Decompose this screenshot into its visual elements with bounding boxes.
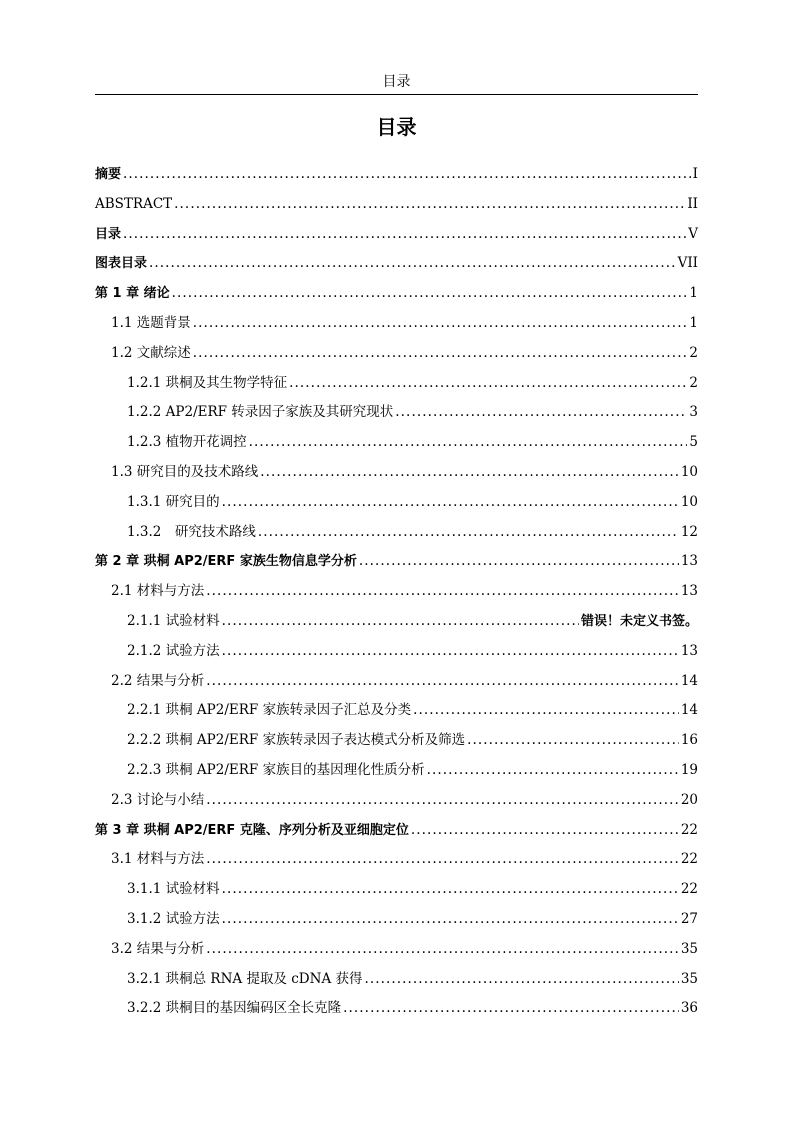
- toc-entry[interactable]: [95, 190, 698, 220]
- toc-dot-leader: [222, 488, 679, 518]
- toc-entry-page-number: I: [692, 166, 698, 182]
- toc-entry-page-number: 19: [680, 761, 698, 778]
- toc-dot-leader: [258, 518, 679, 548]
- toc-entry[interactable]: [95, 994, 698, 1024]
- page-title: 目录: [376, 115, 417, 139]
- toc-entry-label: 1.2.3 植物开花调控: [127, 434, 247, 451]
- toc-entry-label: 1.2.1 珙桐及其生物学特征: [127, 374, 288, 391]
- toc-entry-page-number: 22: [680, 851, 698, 868]
- toc-entry-label: 第 1 章 绪论: [95, 286, 170, 302]
- toc-entry[interactable]: [95, 667, 698, 697]
- toc-entry-error-text: 错误！未定义书签。: [580, 613, 698, 629]
- toc-dot-leader: [343, 994, 679, 1024]
- toc-entry-page-number: 13: [680, 583, 698, 600]
- toc-entry[interactable]: [95, 249, 698, 279]
- toc-entry-page-number: V: [688, 225, 698, 242]
- toc-entry-label: 1.3 研究目的及技术路线: [111, 463, 259, 480]
- toc-entry-page-number: 1: [689, 314, 698, 331]
- toc-entry-label: 目录: [95, 226, 122, 242]
- toc-entry[interactable]: [95, 607, 698, 637]
- toc-entry-page-number: 16: [680, 732, 698, 749]
- toc-dot-leader: [395, 398, 687, 428]
- toc-entry-page-number: 10: [680, 463, 698, 480]
- toc-entry-label: 2.2.1 珙桐 AP2/ERF 家族转录因子汇总及分类: [127, 702, 412, 719]
- toc-entry[interactable]: [95, 547, 698, 577]
- toc-entry[interactable]: [95, 279, 698, 309]
- toc-entry-label: 摘要: [95, 167, 122, 182]
- toc-entry-page-number: 20: [680, 791, 698, 808]
- toc-entry-page-number: 36: [680, 1000, 698, 1017]
- toc-entry-page-number: 27: [680, 910, 698, 927]
- toc-entry-label: 2.1.2 试验方法: [127, 642, 220, 659]
- toc-entry-label: 3.1.2 试验方法: [127, 910, 220, 927]
- toc-entry[interactable]: [95, 398, 698, 428]
- toc-entry-page-number: 35: [680, 940, 698, 957]
- toc-dot-leader: [174, 190, 685, 220]
- toc-dot-leader: [413, 696, 679, 726]
- toc-entry-page-number: 2: [689, 374, 698, 391]
- toc-entry-label: 2.2.2 珙桐 AP2/ERF 家族转录因子表达模式分析及筛选: [127, 732, 466, 749]
- toc-entry-page-number: 3: [689, 404, 698, 421]
- toc-entry-page-number: 14: [680, 672, 698, 689]
- table-of-contents: [95, 160, 698, 1024]
- toc-entry-label: 2.2.3 珙桐 AP2/ERF 家族目的基因理化性质分析: [127, 761, 425, 778]
- toc-entry-page-number: 35: [680, 970, 698, 987]
- toc-dot-leader: [123, 160, 691, 190]
- toc-entry-page-number: 10: [680, 493, 698, 510]
- toc-entry-label: 2.1.1 试验材料: [127, 612, 220, 629]
- toc-entry[interactable]: [95, 488, 698, 518]
- toc-entry[interactable]: [95, 905, 698, 935]
- toc-dot-leader: [411, 816, 679, 846]
- toc-entry[interactable]: [95, 935, 698, 965]
- toc-entry-page-number: 5: [689, 434, 698, 451]
- toc-entry-page-number: 1: [689, 285, 698, 302]
- toc-entry-page-number: 22: [680, 821, 698, 838]
- toc-entry[interactable]: [95, 786, 698, 816]
- toc-entry[interactable]: [95, 726, 698, 756]
- toc-entry-page-number: II: [687, 195, 698, 212]
- toc-dot-leader: [206, 845, 679, 875]
- toc-entry-label: 1.3.1 研究目的: [127, 493, 220, 510]
- toc-entry-label: ABSTRACT: [95, 195, 173, 212]
- toc-entry[interactable]: [95, 845, 698, 875]
- toc-entry-page-number: VII: [677, 255, 698, 272]
- toc-entry-label: 3.1.1 试验材料: [127, 881, 220, 898]
- toc-entry[interactable]: [95, 875, 698, 905]
- toc-entry-label: 2.3 讨论与小结: [111, 791, 205, 808]
- toc-dot-leader: [467, 726, 679, 756]
- toc-entry-label: 1.2.2 AP2/ERF 转录因子家族及其研究现状: [127, 404, 394, 421]
- toc-entry-label: 3.2.1 珙桐总 RNA 提取及 cDNA 获得: [127, 970, 363, 987]
- toc-entry-label: 第 3 章 珙桐 AP2/ERF 克隆、序列分析及亚细胞定位: [95, 822, 409, 838]
- toc-dot-leader: [359, 547, 679, 577]
- toc-entry[interactable]: [95, 220, 698, 250]
- toc-entry[interactable]: [95, 309, 698, 339]
- toc-dot-leader: [289, 369, 687, 399]
- toc-dot-leader: [193, 309, 688, 339]
- toc-entry-label: 1.2 文献综述: [111, 344, 191, 361]
- toc-dot-leader: [149, 249, 676, 279]
- toc-entry-label: 3.2 结果与分析: [111, 940, 205, 957]
- toc-entry[interactable]: [95, 965, 698, 995]
- toc-entry[interactable]: [95, 339, 698, 369]
- toc-entry-page-number: 13: [680, 642, 698, 659]
- toc-entry[interactable]: [95, 577, 698, 607]
- toc-entry[interactable]: [95, 518, 698, 548]
- toc-dot-leader: [172, 279, 688, 309]
- toc-entry[interactable]: [95, 637, 698, 667]
- toc-entry-label: 2.2 结果与分析: [111, 672, 205, 689]
- toc-entry[interactable]: [95, 160, 698, 190]
- toc-dot-leader: [427, 756, 679, 786]
- toc-entry-page-number: 14: [680, 702, 698, 719]
- toc-entry[interactable]: [95, 428, 698, 458]
- toc-entry[interactable]: [95, 369, 698, 399]
- toc-dot-leader: [206, 786, 679, 816]
- header-rule: [95, 94, 698, 95]
- toc-entry[interactable]: [95, 458, 698, 488]
- toc-dot-leader: [364, 965, 678, 995]
- toc-entry-label: 第 2 章 珙桐 AP2/ERF 家族生物信息学分析: [95, 554, 357, 570]
- toc-entry-label: 2.1 材料与方法: [111, 583, 205, 600]
- toc-dot-leader: [222, 875, 679, 905]
- toc-dot-leader: [222, 637, 679, 667]
- toc-entry[interactable]: [95, 816, 698, 846]
- running-header: 目录: [382, 74, 411, 90]
- toc-dot-leader: [206, 935, 679, 965]
- toc-dot-leader: [193, 339, 688, 369]
- toc-dot-leader: [206, 577, 679, 607]
- toc-entry-page-number: 22: [680, 881, 698, 898]
- toc-entry[interactable]: [95, 696, 698, 726]
- toc-entry-label: 3.1 材料与方法: [111, 851, 205, 868]
- toc-entry-label: 图表目录: [95, 256, 148, 272]
- toc-entry-label: 3.2.2 珙桐目的基因编码区全长克隆: [127, 1000, 342, 1017]
- toc-entry[interactable]: [95, 756, 698, 786]
- toc-entry-page-number: 12: [680, 523, 698, 540]
- toc-dot-leader: [222, 905, 679, 935]
- toc-dot-leader: [123, 220, 686, 250]
- toc-dot-leader: [260, 458, 679, 488]
- toc-entry-page-number: 13: [680, 553, 698, 570]
- toc-entry-label: 1.1 选题背景: [111, 314, 191, 331]
- toc-entry-label: 1.3.2 研究技术路线: [127, 523, 256, 540]
- toc-dot-leader: [249, 428, 688, 458]
- toc-entry-page-number: 2: [689, 344, 698, 361]
- toc-dot-leader: [206, 667, 679, 697]
- toc-dot-leader: [222, 607, 579, 637]
